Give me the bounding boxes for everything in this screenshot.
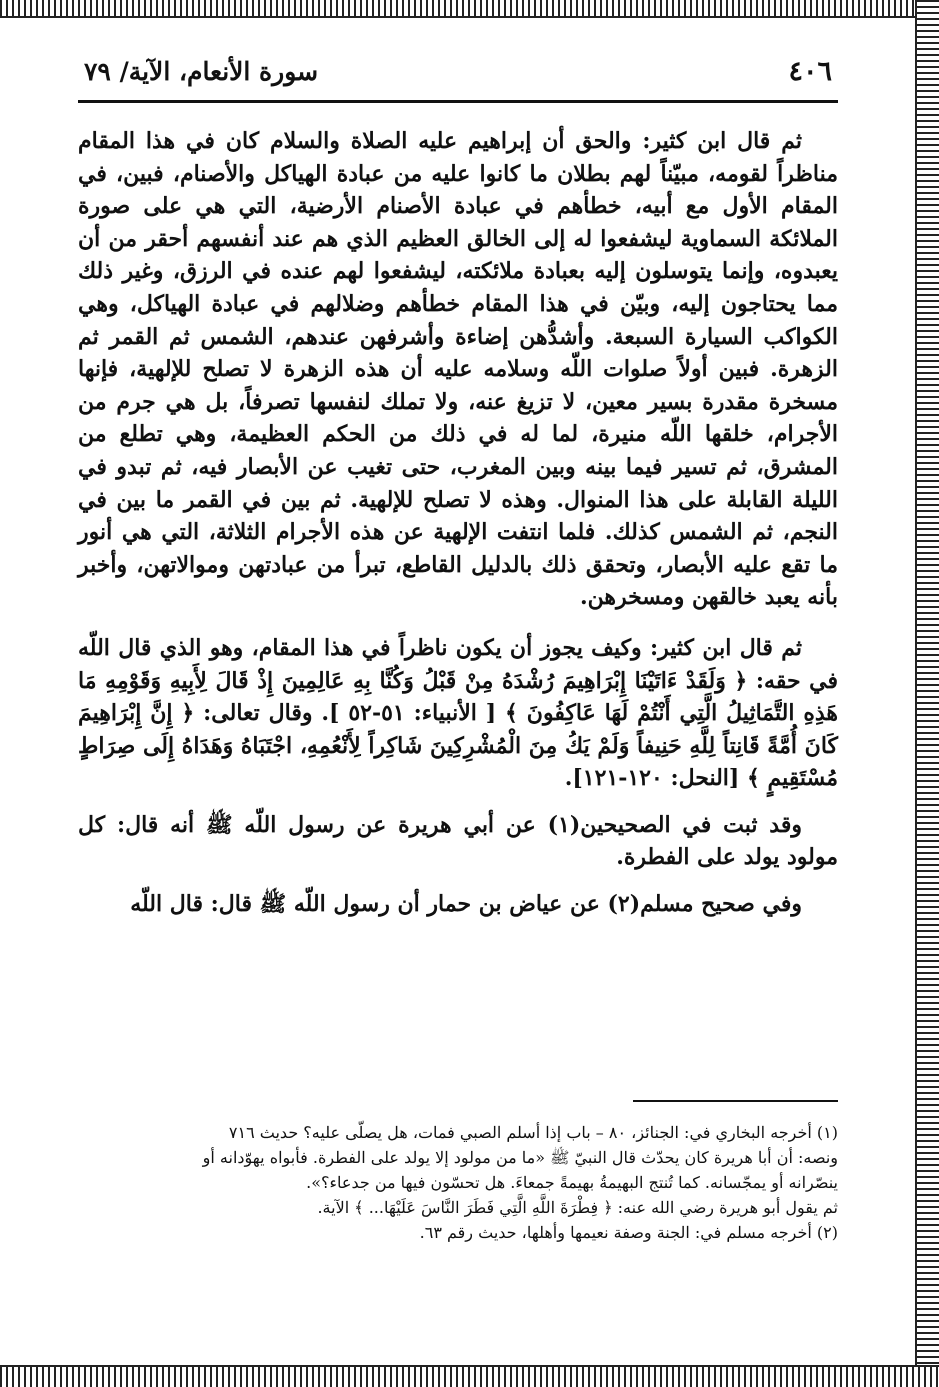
paragraph: وقد ثبت في الصحيحين(١) عن أبي هريرة عن رسول اللّه ﷺ أنه قال: كل مولود يولد على الفطرة. bbox=[78, 811, 838, 871]
paragraph: وفي صحيح مسلم(٢) عن عياض بن حمار أن رسول اللّه ﷺ قال: قال اللّه bbox=[130, 891, 802, 918]
footnote-line: ينصّرانه أو يمجّسانه. كما تُنتج البهيمةُ بهيمةً جمعاءَ. هل تحسّون فيها من جدعاء؟». bbox=[306, 1173, 838, 1192]
page-number: ٤٠٦ bbox=[788, 56, 832, 87]
page-border-bottom bbox=[0, 1365, 939, 1387]
footnotes bbox=[78, 1120, 838, 1245]
paragraph: ثم قال ابن كثير: والحق أن إبراهيم عليه الصلاة والسلام كان في هذا المقام مناظراً لقومه، مبيّناً لهم بطلان ما كانوا عليه من عبادة الهياكل والأصنام، فبين، في المقام الأول مع أبيه، خطأهم في عبادة الأصنام الأرضية، التي هي على صورة الملائكة السماوية ليشفعوا له إلى الخالق العظيم الذي هم عند أنفسهم أحقر من أن يعبدوه، وإنما يتوسلون إليه بعبادة ملائكته، ليشفعوا لهم عنده في الرزق، وغير ذلك مما يحتاجون إليه، وبيّن في هذا المقام خطأهم وضلالهم في عبادة الهياكل، وهي الكواكب السيارة السبعة. وأشدُّهن إضاءة وأشرفهن عندهم، الشمس ثم القمر ثم الزهرة. فبين أولاً صلوات اللّه وسلامه عليه أن هذه الزهرة لا تصلح للإلهية، فإنها مسخرة مقدرة بسير معين، لا تزيغ عنه، ولا تملك لنفسها تصرفاً، بل هي جرم من الأجرام، خلقها اللّه منيرة، لما له في ذلك من الحكم العظيمة، وهي تطلع من المشرق، ثم تسير فيما بينه وبين المغرب، حتى تغيب عن الأبصار فيه، ثم تبدو في الليلة القابلة على هذا المنوال. وهذه لا تصلح للإلهية. ثم بين في القمر ما بين في النجم، ثم الشمس كذلك. فلما انتفت الإلهية عن هذه الأجرام الثلاثة، التي هي أنور ما تقع عليه الأبصار، وتحقق ذلك بالدليل القاطع، تبرأ من عبادتهن وموالاتهن، وأخبر بأنه يعبد خالقهن ومسخرهن. bbox=[78, 128, 839, 611]
book-page bbox=[78, 56, 838, 1346]
page-header bbox=[78, 56, 838, 103]
page-body bbox=[78, 125, 838, 921]
paragraph: ثم قال ابن كثير: وكيف يجوز أن يكون ناظراً في هذا المقام، وهو الذي قال اللّه في حقه: ﴿ وَلَقَدْ ءَاتَيْنَا إِبْرَاهِيمَ رُشْدَهُ مِنْ قَبْلُ وَكُنَّا بِهِ عَالِمِينَ إِذْ قَالَ لِأَبِيهِ وَقَوْمِهِ مَا هَذِهِ التَّمَاثِيلُ الَّتِي أَنْتُمْ لَهَا عَاكِفُونَ ﴾ [ الأنبياء: ٥١-٥٢ ]. وقال تعالى: ﴿ إِنَّ إِبْرَاهِيمَ كَانَ أُمَّةً قَانِتاً لِلَّهِ حَنِيفاً وَلَمْ يَكُ مِنَ الْمُشْرِكِينَ شَاكِراً لِأَنْعُمِهِ، اجْتَبَاهُ وَهَدَاهُ إِلَى صِرَاطٍ مُسْتَقِيمٍ ﴾ [النحل: ١٢٠-١٢١]. bbox=[78, 634, 838, 792]
footnote-line: (١) أخرجه البخاري في: الجنائز، ٨٠ – باب إذا أسلم الصبي فمات، هل يصلّى عليه؟ حديث ٧١٦ bbox=[228, 1123, 838, 1142]
footnote-divider bbox=[633, 1100, 838, 1102]
footnote-line: (٢) أخرجه مسلم في: الجنة وصفة نعيمها وأهلها، حديث رقم ٦٣. bbox=[419, 1223, 838, 1242]
footnote-line: ثم يقول أبو هريرة رضي الله عنه: ﴿ فِطْرَةَ اللَّهِ الَّتِي فَطَرَ النَّاسَ عَلَيْهَا... ﴾ الآية. bbox=[317, 1198, 838, 1217]
page-border-top bbox=[0, 0, 939, 18]
running-title: سورة الأنعام، الآية/ ٧٩ bbox=[84, 57, 319, 86]
page-border-right bbox=[915, 0, 939, 1387]
footnote-line: ونصه: أن أبا هريرة كان يحدّث قال النبيّ ﷺ «ما من مولود إلا يولد على الفطرة. فأبواه يهوّدانه أو bbox=[202, 1148, 838, 1167]
